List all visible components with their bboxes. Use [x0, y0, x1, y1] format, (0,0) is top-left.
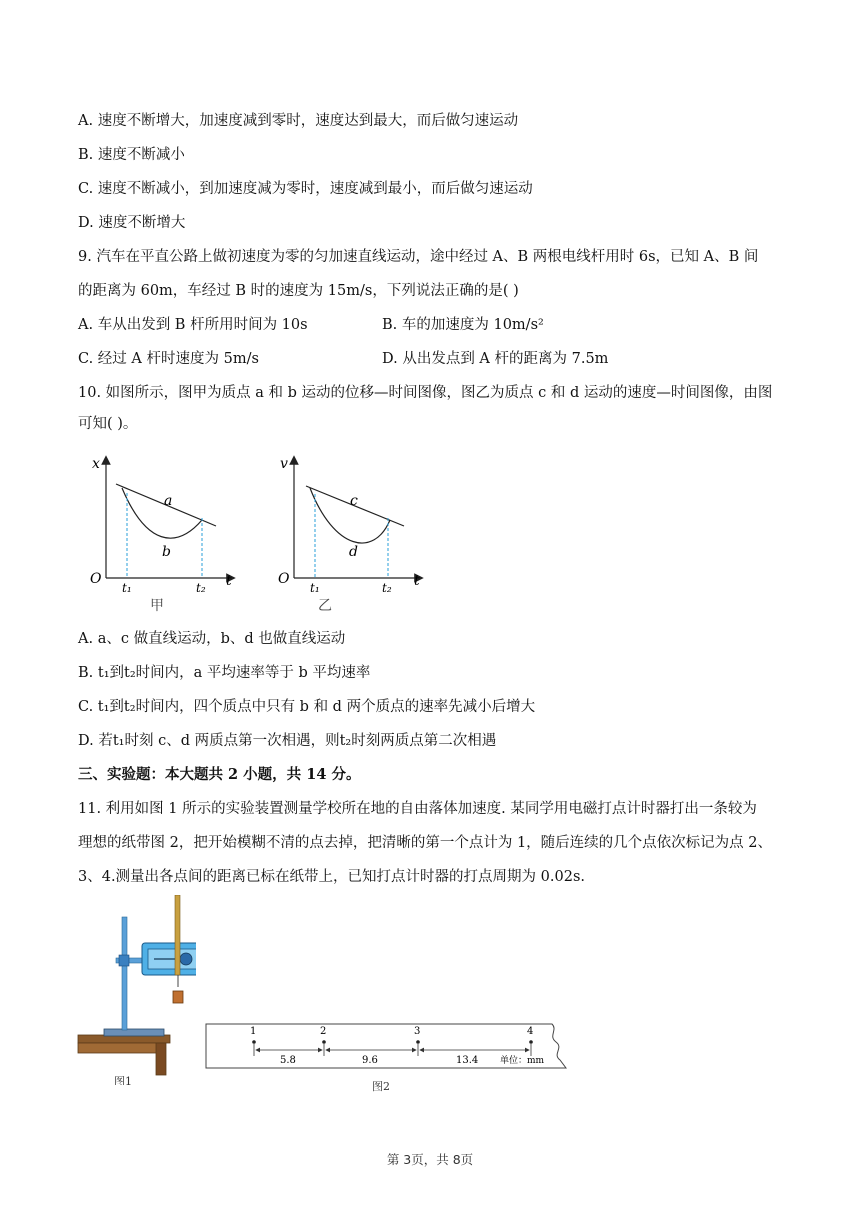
q10-option-b: B. t₁到t₂时间内，a 平均速率等于 b 平均速率: [78, 665, 371, 681]
paper-tape: [175, 895, 180, 975]
line-c-label: c: [350, 493, 358, 509]
q9-stem-line1: 9. 汽车在平直公路上做初速度为零的匀加速直线运动，途中经过 A、B 两根电线杆用时 6s，已知 A、B 间: [78, 249, 759, 265]
table-edge: [78, 1043, 163, 1053]
q9-option-c: C. 经过 A 杆时速度为 5m/s: [78, 351, 259, 367]
q9-option-d: D. 从出发点到 A 杆的距离为 7.5m: [382, 351, 609, 367]
tape-point-1: [252, 1040, 256, 1044]
clamp-knob: [119, 955, 129, 966]
y-label: v: [280, 456, 288, 472]
tape-point-3: [416, 1040, 420, 1044]
caption-yi: 乙: [318, 598, 332, 614]
q8-option-a: A. 速度不断增大，加速度减到零时，速度达到最大，而后做匀速运动: [78, 113, 519, 129]
stand-base: [104, 1029, 164, 1036]
origin-label: O: [278, 571, 290, 587]
figure-jia-xt-graph: [86, 450, 246, 620]
curve-b-label: b: [162, 544, 171, 560]
fig1-caption: 图1: [114, 1075, 132, 1085]
x-label: t: [414, 573, 420, 589]
q10-option-d: D. 若t₁时刻 c、d 两质点第一次相遇，则t₂时刻两质点第二次相遇: [78, 733, 497, 749]
line-a-label: a: [164, 493, 173, 509]
origin-label: O: [90, 571, 102, 587]
q10-option-a: A. a、c 做直线运动，b、d 也做直线运动: [78, 631, 346, 647]
t2-label: t₂: [196, 581, 206, 595]
distance-label-1-2: 5.8: [280, 1055, 296, 1066]
tape-point-4: [529, 1040, 533, 1044]
tape-point-label-2: 2: [320, 1026, 327, 1037]
q11-line1: 11. 利用如图 1 所示的实验装置测量学校所在地的自由落体加速度. 某同学用电磁打点计时器打出一条较为: [78, 801, 757, 817]
q8-option-d: D. 速度不断增大: [78, 215, 186, 231]
q10-option-c: C. t₁到t₂时间内，四个质点中只有 b 和 d 两个质点的速率先减小后增大: [78, 699, 536, 715]
t2-label: t₂: [382, 581, 392, 595]
figure-2-paper-tape: [204, 1018, 584, 1090]
q9-option-b: B. 车的加速度为 10m/s²: [382, 317, 544, 333]
q10-stem-line1: 10. 如图所示，图甲为质点 a 和 b 运动的位移—时间图像，图乙为质点 c 和 d 运动的速度—时间图像，由图: [78, 385, 773, 401]
q9-option-a: A. 车从出发到 B 杆所用时间为 10s: [78, 317, 308, 333]
q11-line2: 理想的纸带图 2，把开始模糊不清的点去掉，把清晰的第一个点计为 1，随后连续的几个点依次标记为点 2、: [78, 835, 772, 851]
page-footer: 第 3页，共 8页: [386, 1152, 474, 1167]
stand-rod: [122, 917, 127, 1030]
fig2-caption: 图2: [372, 1080, 390, 1093]
q8-option-b: B. 速度不断减小: [78, 147, 185, 163]
section-3-heading: 三、实验题：本大题共 2 小题，共 14 分。: [78, 766, 361, 783]
tape-point-label-3: 3: [414, 1026, 421, 1037]
q9-stem-line2: 的距离为 60m，车经过 B 时的速度为 15m/s，下列说法正确的是( ): [78, 283, 519, 299]
t1-label: t₁: [122, 581, 132, 595]
figure-yi-vt-graph: [274, 450, 434, 620]
q10-stem-line2: 可知( )。: [78, 416, 138, 432]
tape-unit-label: 单位：mm: [500, 1056, 545, 1066]
x-label: t: [226, 573, 232, 589]
q11-line3: 3、4.测量出各点间的距离已标在纸带上，已知打点计时器的打点周期为 0.02s.: [78, 869, 586, 885]
tape-point-label-1: 1: [250, 1026, 257, 1037]
tape-point-label-4: 4: [527, 1026, 534, 1037]
caption-jia: 甲: [150, 598, 164, 614]
distance-label-3-4: 13.4: [456, 1055, 479, 1066]
heavy-weight: [173, 991, 183, 1003]
curve-b: [122, 488, 202, 538]
figure-1-apparatus: [76, 895, 196, 1085]
distance-label-2-3: 9.6: [362, 1055, 378, 1066]
tape-point-2: [322, 1040, 326, 1044]
table-leg: [156, 1043, 166, 1075]
y-label: x: [92, 456, 100, 472]
t1-label: t₁: [310, 581, 320, 595]
q8-option-c: C. 速度不断减小，到加速度减为零时，速度减到最小，而后做匀速运动: [78, 181, 533, 197]
curve-d-label: d: [349, 544, 358, 560]
